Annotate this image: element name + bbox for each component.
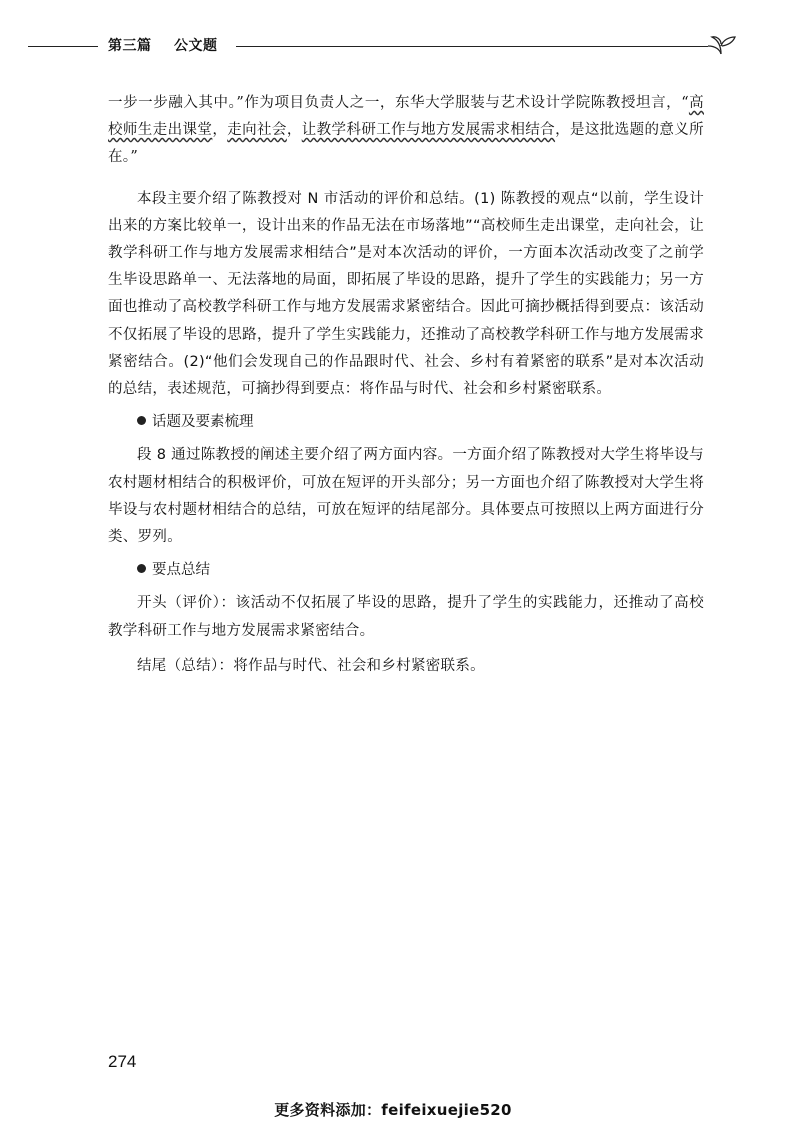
quote-separator-1: ， bbox=[212, 122, 228, 139]
header-part-title: 第三篇 bbox=[108, 38, 152, 54]
section-heading-summary bbox=[108, 557, 704, 584]
topics-paragraph: 段 8 通过陈教授的阐述主要介绍了两方面内容。一方面介绍了陈教授对大学生将毕设与农村题材相结合的积极评价，可放在短评的开头部分；另一方面也介绍了陈教授对大学生将毕设与农村题材相结合的总结，可放在短评的结尾部分。具体要点可按照以上两方面进行分类、罗列。 bbox=[108, 447, 704, 546]
quote-tail-text: ，是这批选题的意义所在。” bbox=[108, 122, 704, 166]
summary-closing-paragraph: 结尾（总结）：将作品与时代、社会和乡村紧密联系。 bbox=[137, 657, 485, 674]
emphasis-phrase-1: 高校师生走出课堂 bbox=[108, 95, 704, 139]
analysis-paragraph: 本段主要介绍了陈教授对 N 市活动的评价和总结。(1) 陈教授的观点“以前，学生设计出来的方案比较单一，设计出来的作品无法在市场落地”“高校师生走出课堂，走向社会，让教学科研工作与地方发展需求相结合”是对本次活动的评价，一方面本次活动改变了之前学生毕设思路单一、无法落地的局面，即拓展了毕设的思路，提升了学生的实践能力；另一方面也推动了高校教学科研工作与地方发展需求紧密结合。因此可摘抄概括得到要点：该活动不仅拓展了毕设的思路，提升了学生实践能力，还推动了高校教学科研工作与地方发展需求紧密结合。(2)“他们会发现自己的作品跟时代、社会、乡村有着紧密的联系”是对本次活动的总结，表述规范，可摘抄得到要点：将作品与时代、社会和乡村紧密联系。 bbox=[108, 190, 704, 398]
footer-note bbox=[0, 1099, 800, 1120]
header-rule-right bbox=[236, 46, 708, 47]
header-section-title: 公文题 bbox=[174, 38, 218, 54]
emphasis-phrase-3: 让教学科研工作与地方发展需求相结合 bbox=[301, 122, 556, 139]
summary-opening-paragraph: 开头（评价）：该活动不仅拓展了毕设的思路，提升了学生的实践能力，还推动了高校教学科研工作与地方发展需求紧密结合。 bbox=[108, 595, 704, 639]
section-heading-topics-label: 话题及要素梳理 bbox=[152, 414, 254, 431]
page-body bbox=[108, 90, 704, 680]
section-heading-topics bbox=[108, 409, 704, 436]
emphasis-phrase-2: 走向社会 bbox=[227, 122, 287, 139]
footer-note-text: 更多资料添加：feifeixuejie520 bbox=[274, 1101, 512, 1119]
header-rule-left bbox=[28, 46, 98, 47]
quote-paragraph bbox=[108, 90, 704, 172]
page-number: 274 bbox=[108, 1052, 137, 1071]
bullet-icon bbox=[137, 416, 146, 425]
quote-lead-text: 一步一步融入其中。”作为项目负责人之一，东华大学服装与艺术设计学院陈教授坦言，“ bbox=[108, 95, 689, 111]
quote-separator-2: ， bbox=[286, 122, 302, 139]
section-heading-summary-label: 要点总结 bbox=[152, 562, 210, 579]
sprout-icon bbox=[704, 32, 738, 56]
bullet-icon bbox=[137, 564, 146, 573]
running-header bbox=[28, 32, 728, 56]
